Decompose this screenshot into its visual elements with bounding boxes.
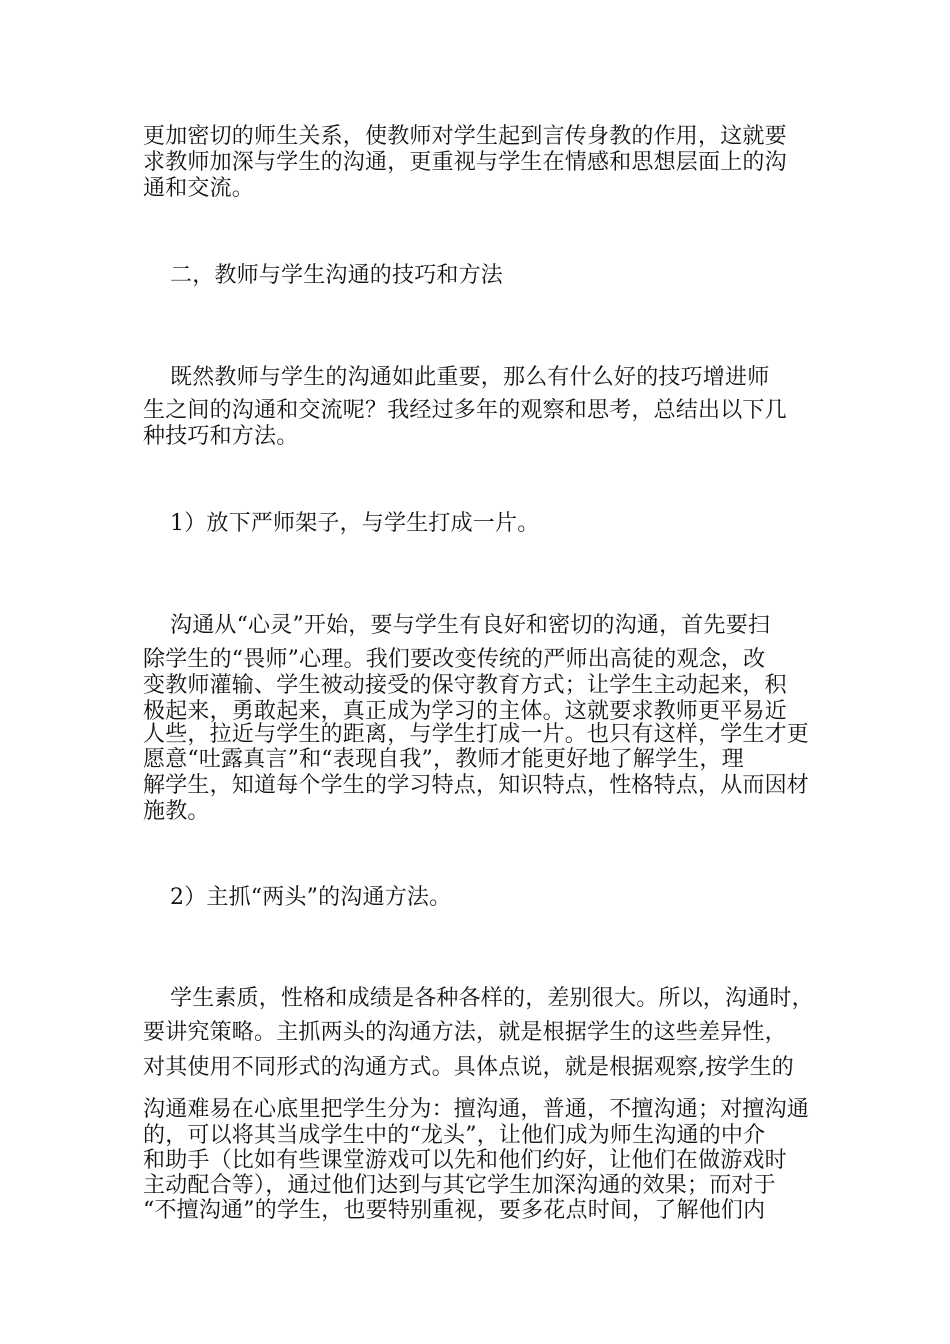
paragraph-line: 施教。 (143, 799, 210, 824)
list-item-title: 1）放下严师架子，与学生打成一片。 (170, 511, 540, 536)
paragraph-line: 极起来，勇敢起来，真正成为学习的主体。这就要求教师更平易近 (143, 699, 787, 724)
paragraph-line: 对其使用不同形式的沟通方式。具体点说，就是根据观察,按学生的 (143, 1055, 794, 1080)
paragraph-line: 生之间的沟通和交流呢？我经过多年的观察和思考，总结出以下几 (143, 398, 787, 423)
paragraph-line: 沟通从“心灵”开始，要与学生有良好和密切的沟通，首先要扫 (170, 613, 771, 638)
paragraph-line: 既然教师与学生的沟通如此重要，那么有什么好的技巧增进师 (170, 365, 770, 390)
paragraph-line: 解学生，知道每个学生的学习特点，知识特点，性格特点，从而因材 (143, 773, 810, 798)
paragraph-line: 通和交流。 (143, 176, 255, 201)
paragraph-line: 要讲究策略。主抓两头的沟通方法，就是根据学生的这些差异性， (143, 1020, 787, 1045)
paragraph-line: 主动配合等），通过他们达到与其它学生加深沟通的效果；而对于 (143, 1173, 776, 1198)
paragraph-line: 种技巧和方法。 (143, 424, 299, 449)
paragraph-line: “不擅沟通”的学生，也要特别重视，要多花点时间，了解他们内 (143, 1198, 766, 1223)
paragraph-line: 沟通难易在心底里把学生分为：擅沟通，普通，不擅沟通；对擅沟通 (143, 1097, 810, 1122)
paragraph-line: 学生素质，性格和成绩是各种各样的，差别很大。所以，沟通时， (170, 986, 814, 1011)
list-item-title: 2）主抓“两头”的沟通方法。 (170, 885, 452, 910)
paragraph-line: 的，可以将其当成学生中的“龙头”，让他们成为师生沟通的中介 (143, 1123, 766, 1148)
section-heading: 二，教师与学生沟通的技巧和方法 (170, 263, 504, 288)
paragraph-line: 变教师灌输、学生被动接受的保守教育方式；让学生主动起来，积 (143, 673, 787, 698)
paragraph-line: 除学生的“畏师”心理。我们要改变传统的严师出高徒的观念，改 (143, 647, 766, 672)
paragraph-line: 求教师加深与学生的沟通，更重视与学生在情感和思想层面上的沟 (143, 150, 787, 175)
paragraph-line: 愿意“吐露真言”和“表现自我”，教师才能更好地了解学生，理 (143, 747, 744, 772)
paragraph-line: 人些，拉近与学生的距离，与学生打成一片。也只有这样，学生才更 (143, 722, 810, 747)
paragraph-line: 和助手（比如有些课堂游戏可以先和他们约好，让他们在做游戏时 (143, 1148, 787, 1173)
paragraph-line: 更加密切的师生关系，使教师对学生起到言传身教的作用，这就要 (143, 124, 787, 149)
